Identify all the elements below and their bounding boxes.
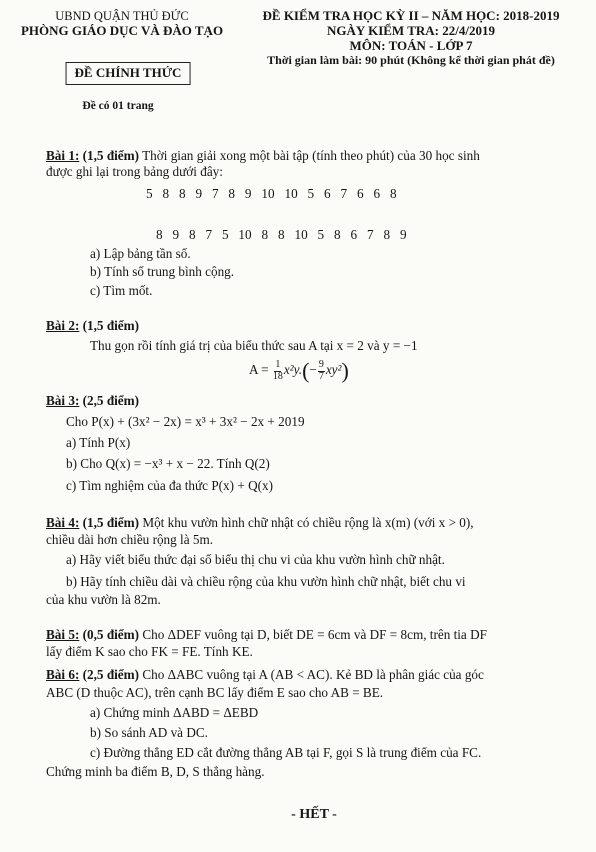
time-allowed: Thời gian làm bài: 90 phút (Không kể thời gian phát đề) <box>267 53 555 67</box>
bai1-part-b: b) Tính số trung bình cộng. <box>90 264 235 279</box>
bai2-heading <box>46 318 139 335</box>
bai4-part-b2: của khu vườn là 82m. <box>46 592 161 607</box>
bai4-part-b1: b) Hãy tính chiều dài và chiều rộng của khu vườn hình chữ nhật, biết chu vi <box>66 574 466 589</box>
district-name: UBND QUẬN THỦ ĐỨC <box>55 9 189 23</box>
bai5-label: Bài 5: <box>46 627 80 642</box>
fraction-9-7 <box>318 360 325 382</box>
bai2-expression <box>249 357 349 385</box>
expr-mid: x²y. <box>283 362 303 378</box>
bai4-points: (1,5 điểm) <box>82 515 140 530</box>
bai6-part-b: b) So sánh AD và DC. <box>90 725 208 740</box>
left-paren: ( <box>302 358 310 383</box>
bai5-text1: Cho ΔDEF vuông tại D, biết DE = 6cm và DF = 8cm, trên tia DF <box>142 627 487 642</box>
expr-minus: − <box>309 362 317 378</box>
bai6-label: Bài 6: <box>46 667 80 682</box>
bai5-text2: lấy điểm K sao cho FK = FE. Tính KE. <box>46 644 253 659</box>
bai6-text1: Cho ΔABC vuông tại A (AB < AC). Kẻ BD là phân giác của góc <box>142 667 484 682</box>
bai6-part-c: c) Đường thẳng ED cắt đường thẳng AB tại F, gọi S là trung điểm của FC. <box>90 745 482 760</box>
bai3-part-a: a) Tính P(x) <box>66 435 131 450</box>
bai3-part-c: c) Tìm nghiệm của đa thức P(x) + Q(x) <box>66 478 273 493</box>
bai6-part-c2: Chứng minh ba điểm B, D, S thẳng hàng. <box>46 764 265 779</box>
official-box: ĐỀ CHÍNH THỨC <box>66 62 191 85</box>
frac1-numerator: 1 <box>275 359 281 371</box>
bai4-heading <box>46 515 474 532</box>
bai1-text2: được ghi lại trong bảng dưới đây: <box>46 164 223 179</box>
bai1-part-a: a) Lập bảng tần số. <box>90 246 191 261</box>
bai3-points: (2,5 điểm) <box>82 393 140 408</box>
bai1-label: Bài 1: <box>46 148 80 163</box>
bai6-part-a: a) Chứng minh ΔABD = ΔEBD <box>90 705 259 720</box>
bai4-text2: chiều dài hơn chiều rộng là 5m. <box>46 532 214 547</box>
bai2-points: (1,5 điểm) <box>82 318 140 333</box>
bai5-points: (0,5 điểm) <box>82 627 140 642</box>
bai5-heading <box>46 627 487 644</box>
department-name: PHÒNG GIÁO DỤC VÀ ĐÀO TẠO <box>20 23 224 38</box>
bai6-points: (2,5 điểm) <box>82 667 140 682</box>
exam-title: ĐỀ KIỂM TRA HỌC KỲ II – NĂM HỌC: 2018-2019 <box>262 8 560 23</box>
bai3-label: Bài 3: <box>46 393 80 408</box>
frac1-denominator: 18 <box>272 370 283 382</box>
bai4-text1: Một khu vườn hình chữ nhật có chiều rộng là x(m) (với x > 0), <box>142 515 474 530</box>
bai1-part-c: c) Tìm mốt. <box>90 283 153 298</box>
expr-tail: xy² <box>325 362 342 378</box>
bai6-heading <box>46 667 484 684</box>
right-paren: ) <box>341 358 349 383</box>
frac2-numerator: 9 <box>318 359 324 371</box>
bai3-given: Cho P(x) + (3x² − 2x) = x³ + 3x² − 2x + 2019 <box>66 414 305 429</box>
bai3-part-b: b) Cho Q(x) = −x³ + x − 22. Tính Q(2) <box>66 456 270 471</box>
bai1-points: (1,5 điểm) <box>82 148 140 163</box>
frac2-denominator: 7 <box>318 370 324 382</box>
bai1-data-row2: 8 9 8 7 5 10 8 8 10 5 8 6 7 8 9 <box>156 227 407 242</box>
end-marker: - HẾT - <box>291 807 337 822</box>
bai6-text2: ABC (D thuộc AC), trên cạnh BC lấy điểm E sao cho AB = BE. <box>46 685 384 700</box>
bai1-heading <box>46 148 480 165</box>
bai2-label: Bài 2: <box>46 318 80 333</box>
expr-a-eq: A = <box>249 362 269 378</box>
bai4-label: Bài 4: <box>46 515 80 530</box>
bai1-text1: Thời gian giải xong một bài tập (tính theo phút) của 30 học sinh <box>142 148 480 163</box>
fraction-1-18 <box>273 360 283 382</box>
subject: MÔN: TOÁN - LỚP 7 <box>349 38 473 53</box>
pages-note: Đề có 01 trang <box>82 100 154 112</box>
exam-date: NGÀY KIỂM TRA: 22/4/2019 <box>327 23 495 38</box>
bai1-data-row1: 5 8 8 9 7 8 9 10 10 5 6 7 6 6 8 <box>146 186 397 201</box>
bai4-part-a: a) Hãy viết biểu thức đại số biểu thị chu vi của khu vườn hình chữ nhật. <box>66 552 445 567</box>
bai3-heading <box>46 393 139 410</box>
bai2-text: Thu gọn rồi tính giá trị của biểu thức sau A tại x = 2 và y = −1 <box>90 338 418 353</box>
